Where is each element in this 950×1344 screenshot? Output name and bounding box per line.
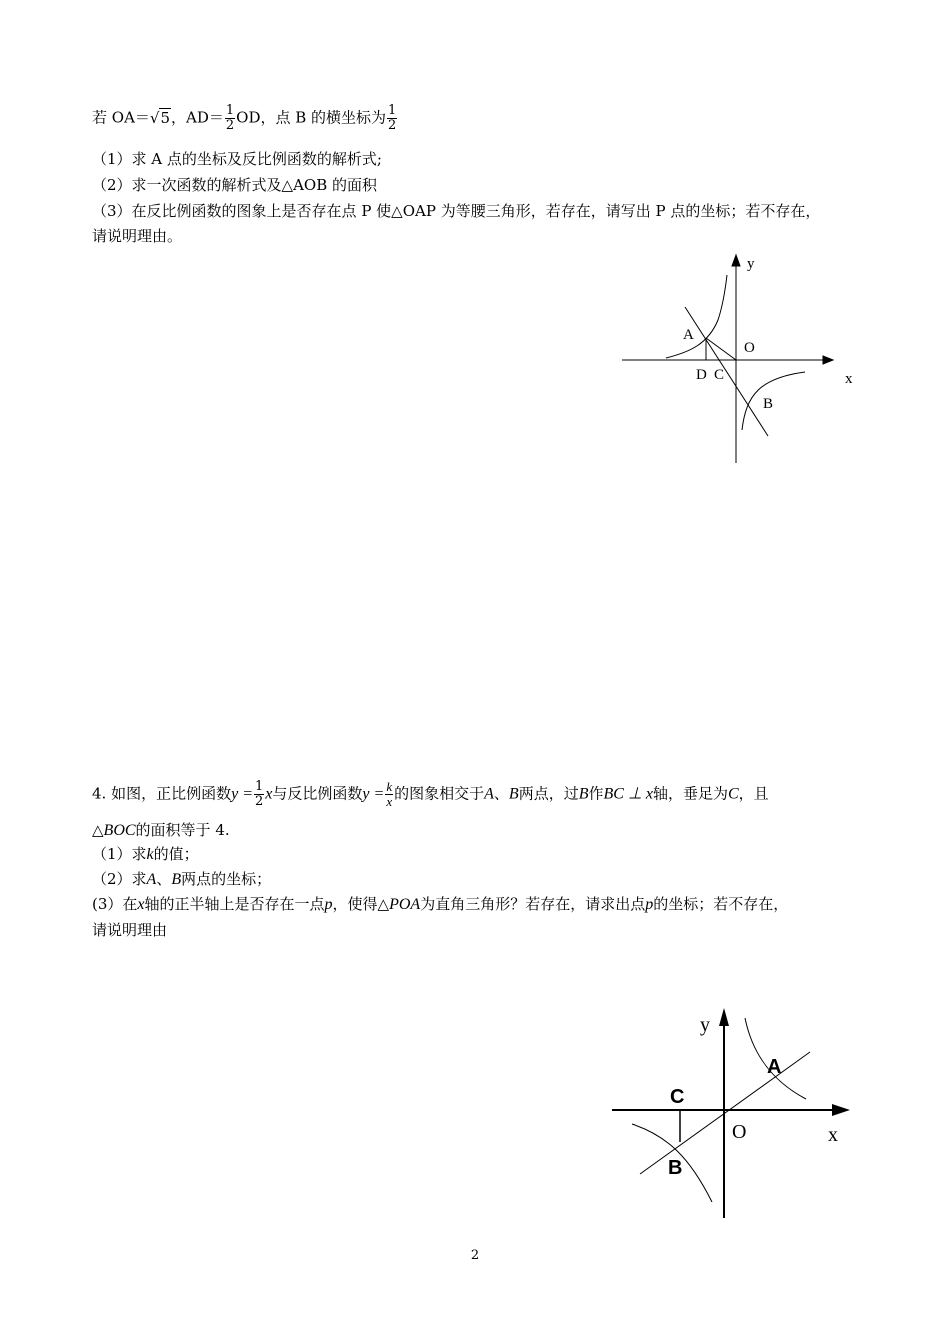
- problem3-question-2: （2）求一次函数的解析式及△AOB 的面积: [92, 176, 378, 194]
- math-variable: B: [508, 785, 519, 803]
- math-variable: k: [146, 846, 154, 863]
- problem3-condition: [92, 104, 398, 133]
- label-D: D: [696, 367, 707, 383]
- math-expression: BC ⊥ x: [603, 785, 653, 803]
- problem4-statement: 4. 如图，正比例函数y = $\frac{1}{2}$ x与反比例函数y = $\frac{k}{x}$ 的图象相交于A、B两点，过B作BC ⊥ x轴，垂足为C，且: [92, 779, 769, 809]
- sqrt-expression: √5: [149, 108, 171, 127]
- math-variable: B: [578, 785, 589, 803]
- label-x: x: [828, 1124, 838, 1146]
- hyperbola-branch-lower: [632, 1124, 712, 1202]
- label-y: y: [700, 1014, 710, 1036]
- proportional-function-line: [640, 1052, 810, 1174]
- label-y: y: [747, 256, 755, 272]
- fraction: $\frac{1}{2}$: [255, 779, 264, 809]
- y-axis-arrow: [719, 1008, 729, 1026]
- statement-text: 两点，过: [518, 784, 579, 803]
- condition-text: ，AD＝: [171, 108, 224, 127]
- page-number: 2: [470, 1248, 480, 1263]
- math-variable: B: [171, 871, 182, 888]
- math-variable: x: [137, 896, 145, 913]
- x-axis-arrow: [832, 1104, 850, 1116]
- x-axis-arrow: [823, 356, 833, 364]
- math-expression: y =: [231, 785, 253, 803]
- hyperbola-branch-upper: [745, 1018, 806, 1099]
- problem4-question-1: （1）求k的值；: [92, 845, 199, 863]
- label-B: B: [763, 396, 774, 412]
- hyperbola-branch-right: [742, 372, 805, 430]
- hyperbola-branch-left: [666, 275, 727, 358]
- math-variable: p: [324, 896, 333, 913]
- math-expression: BOC: [103, 822, 136, 839]
- label-B: B: [668, 1157, 683, 1179]
- problem3-question-1: （1）求 A 点的坐标及反比例函数的解析式;: [92, 150, 382, 168]
- statement-text: 的面积等于 4.: [135, 821, 230, 839]
- math-variable: p: [645, 896, 654, 913]
- math-variable: A: [146, 871, 157, 888]
- label-O: O: [732, 1121, 747, 1143]
- problem4-question-2: （2）求A、B两点的坐标；: [92, 870, 272, 888]
- statement-text: 的图象相交于: [394, 784, 485, 803]
- math-expression: y =: [362, 785, 385, 803]
- statement-text: 轴，垂足为: [652, 784, 728, 803]
- condition-text: OD，点 B 的横坐标为: [236, 108, 387, 127]
- fraction: $\frac{k}{x}$: [386, 779, 393, 809]
- label-O: O: [744, 340, 755, 356]
- statement-text: 与反比例函数: [272, 784, 363, 803]
- math-variable: x: [265, 785, 273, 803]
- problem3-question-3-cont: 请说明理由。: [92, 227, 183, 245]
- problem4-question-3-cont: 请说明理由: [92, 921, 168, 939]
- fraction: $\frac{1}{2}$: [225, 103, 235, 133]
- math-expression: POA: [389, 896, 421, 913]
- math-variable: C: [728, 785, 739, 803]
- statement-text: 4. 如图，正比例函数: [92, 784, 232, 803]
- condition-text: 若 OA＝: [92, 108, 150, 127]
- problem4-question-3: (3）在x轴的正半轴上是否存在一点p，使得△POA为直角三角形？若存在，请求出点p的坐标；若不存在，: [92, 895, 789, 913]
- math-variable: A: [484, 785, 494, 803]
- segment-AO: [706, 338, 736, 360]
- label-x: x: [845, 371, 853, 387]
- label-A: A: [683, 327, 694, 343]
- label-C: C: [670, 1086, 685, 1108]
- problem4-statement-cont: △BOC的面积等于 4.: [92, 821, 230, 839]
- label-C: C: [714, 367, 725, 383]
- linear-function-line: [685, 307, 768, 436]
- label-A: A: [767, 1056, 782, 1078]
- y-axis-arrow: [732, 255, 740, 266]
- fraction: $\frac{1}{2}$: [388, 103, 397, 133]
- problem3-question-3: （3）在反比例函数的图象上是否存在点 P 使△OAP 为等腰三角形，若存在，请写出 P 点的坐标；若不存在，: [92, 202, 821, 220]
